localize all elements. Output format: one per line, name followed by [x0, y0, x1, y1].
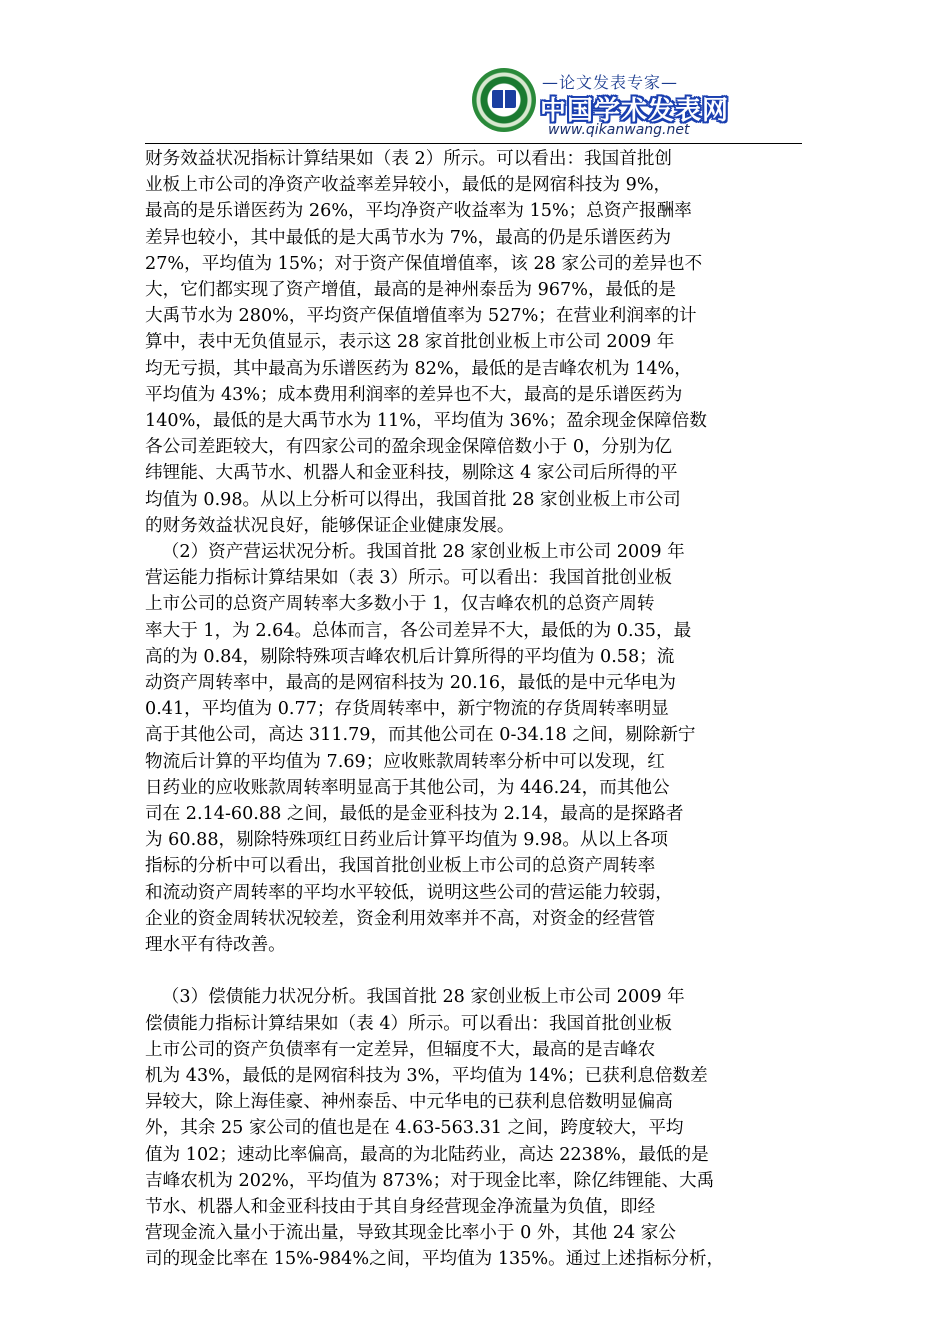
- text-line: 外，其余 25 家公司的值也是在 4.63-563.31 之间，跨度较大，平均: [145, 1118, 684, 1139]
- text-line: 算中，表中无负值显示，表示这 28 家首批创业板上市公司 2009 年: [145, 332, 675, 353]
- text-line: 物流后计算的平均值为 7.69；应收账款周转率分析中可以发现，红: [145, 751, 665, 772]
- text-line: （2）资产营运状况分析。我国首批 28 家创业板上市公司 2009 年: [145, 542, 685, 563]
- paragraph-solvency: [145, 984, 813, 1272]
- paragraph-spacer: [145, 958, 813, 984]
- text-line: 机为 43%，最低的是网宿科技为 3%，平均值为 14%；已获利息倍数差: [145, 1065, 708, 1086]
- text-line: 最高的是乐谱医药为 26%，平均净资产收益率为 15%；总资产报酬率: [145, 201, 692, 222]
- text-line: （3）偿债能力状况分析。我国首批 28 家创业板上市公司 2009 年: [145, 987, 685, 1008]
- text-line: 各公司差距较大，有四家公司的盈余现金保障倍数小于 0，分别为亿: [145, 437, 673, 458]
- text-line: 财务效益状况指标计算结果如（表 2）所示。可以看出：我国首批创: [145, 149, 673, 169]
- text-line: 均无亏损，其中最高为乐谱医药为 82%，最低的是吉峰农机为 14%，: [145, 358, 692, 379]
- text-line: 均值为 0.98。从以上分析可以得出，我国首批 28 家创业板上市公司: [145, 489, 681, 510]
- text-line: 0.41，平均值为 0.77；存货周转率中，新宁物流的存货周转率明显: [145, 699, 669, 720]
- text-line: 理水平有待改善。: [145, 935, 286, 956]
- header-divider: [145, 143, 802, 144]
- text-line: 率大于 1，为 2.64。总体而言，各公司差异不大，最低的为 0.35，最: [145, 620, 692, 641]
- text-line: 吉峰农机为 202%，平均值为 873%；对于现金比率，除亿纬锂能、大禹: [145, 1170, 715, 1191]
- emblem-icon: [472, 68, 536, 132]
- book-icon: [492, 90, 516, 108]
- paragraph-operating-capacity: [145, 539, 813, 958]
- text-line: 营运能力指标计算结果如（表 3）所示。可以看出：我国首批创业板: [145, 568, 673, 589]
- text-line: 140%，最低的是大禹节水为 11%，平均值为 36%；盈余现金保障倍数: [145, 411, 707, 432]
- text-line: 上市公司的资产负债率有一定差异，但辐度不大，最高的是吉峰农: [145, 1039, 656, 1060]
- text-line: 日药业的应收账款周转率明显高于其他公司，为 446.24，而其他公: [145, 777, 670, 798]
- text-line: 差异也较小，其中最低的是大禹节水为 7%，最高的仍是乐谱医药为: [145, 227, 672, 248]
- text-line: 平均值为 43%；成本费用利润率的差异也不大，最高的是乐谱医药为: [145, 384, 683, 405]
- text-line: 和流动资产周转率的平均水平较低，说明这些公司的营运能力较弱，: [145, 882, 673, 903]
- text-line: 偿债能力指标计算结果如（表 4）所示。可以看出：我国首批创业板: [145, 1013, 673, 1034]
- text-line: 纬锂能、大禹节水、机器人和金亚科技，剔除这 4 家公司后所得的平: [145, 463, 678, 484]
- text-line: 动资产周转率中，最高的是网宿科技为 20.16，最低的是中元华电为: [145, 673, 676, 694]
- text-line: 指标的分析中可以看出，我国首批创业板上市公司的总资产周转率: [145, 856, 656, 877]
- text-line: 营现金流入量小于流出量，导致其现金比率小于 0 外，其他 24 家公: [145, 1223, 676, 1244]
- text-line: 企业的资金周转状况较差，资金利用效率并不高，对资金的经营管: [145, 908, 656, 929]
- text-line: 高于其他公司，高达 311.79，而其他公司在 0-34.18 之间，剔除新宁: [145, 725, 696, 746]
- paragraph-financial-efficiency: [145, 146, 813, 539]
- text-line: 司的现金比率在 15%-984%之间，平均值为 135%。通过上述指标分析，: [145, 1249, 725, 1270]
- logo-url: www.qikanwang.net: [548, 122, 690, 138]
- text-line: 大，它们都实现了资产增值，最高的是神州泰岳为 967%，最低的是: [145, 280, 676, 301]
- logo-brand: 中国学术发表网: [540, 96, 730, 126]
- text-line: 节水、机器人和金亚科技由于其自身经营现金净流量为负值，即经: [145, 1196, 656, 1217]
- text-line: 异较大，除上海佳豪、神州泰岳、中元华电的已获利息倍数明显偏高: [145, 1092, 673, 1113]
- text-line: 业板上市公司的净资产收益率差异较小，最低的是网宿科技为 9%，: [145, 175, 672, 196]
- text-line: 27%，平均值为 15%；对于资产保值增值率，该 28 家公司的差异也不: [145, 253, 703, 274]
- text-line: 大禹节水为 280%，平均资产保值增值率为 527%；在营业利润率的计: [145, 306, 697, 327]
- logo-slogan: —论文发表专家—: [542, 73, 679, 92]
- article-body: [145, 146, 813, 1273]
- text-line: 为 60.88，剔除特殊项红日药业后计算平均值为 9.98。从以上各项: [145, 830, 668, 851]
- text-line: 的财务效益状况良好，能够保证企业健康发展。: [145, 515, 515, 536]
- text-line: 上市公司的总资产周转率大多数小于 1，仅吉峰农机的总资产周转: [145, 594, 655, 615]
- text-line: 司在 2.14-60.88 之间，最低的是金亚科技为 2.14，最高的是探路者: [145, 804, 684, 825]
- text-line: 值为 102；速动比率偏高，最高的为北陆药业，高达 2238%，最低的是: [145, 1144, 709, 1165]
- text-line: 高的为 0.84，剔除特殊项吉峰农机后计算所得的平均值为 0.58；流: [145, 646, 675, 667]
- site-logo[interactable]: [468, 66, 730, 142]
